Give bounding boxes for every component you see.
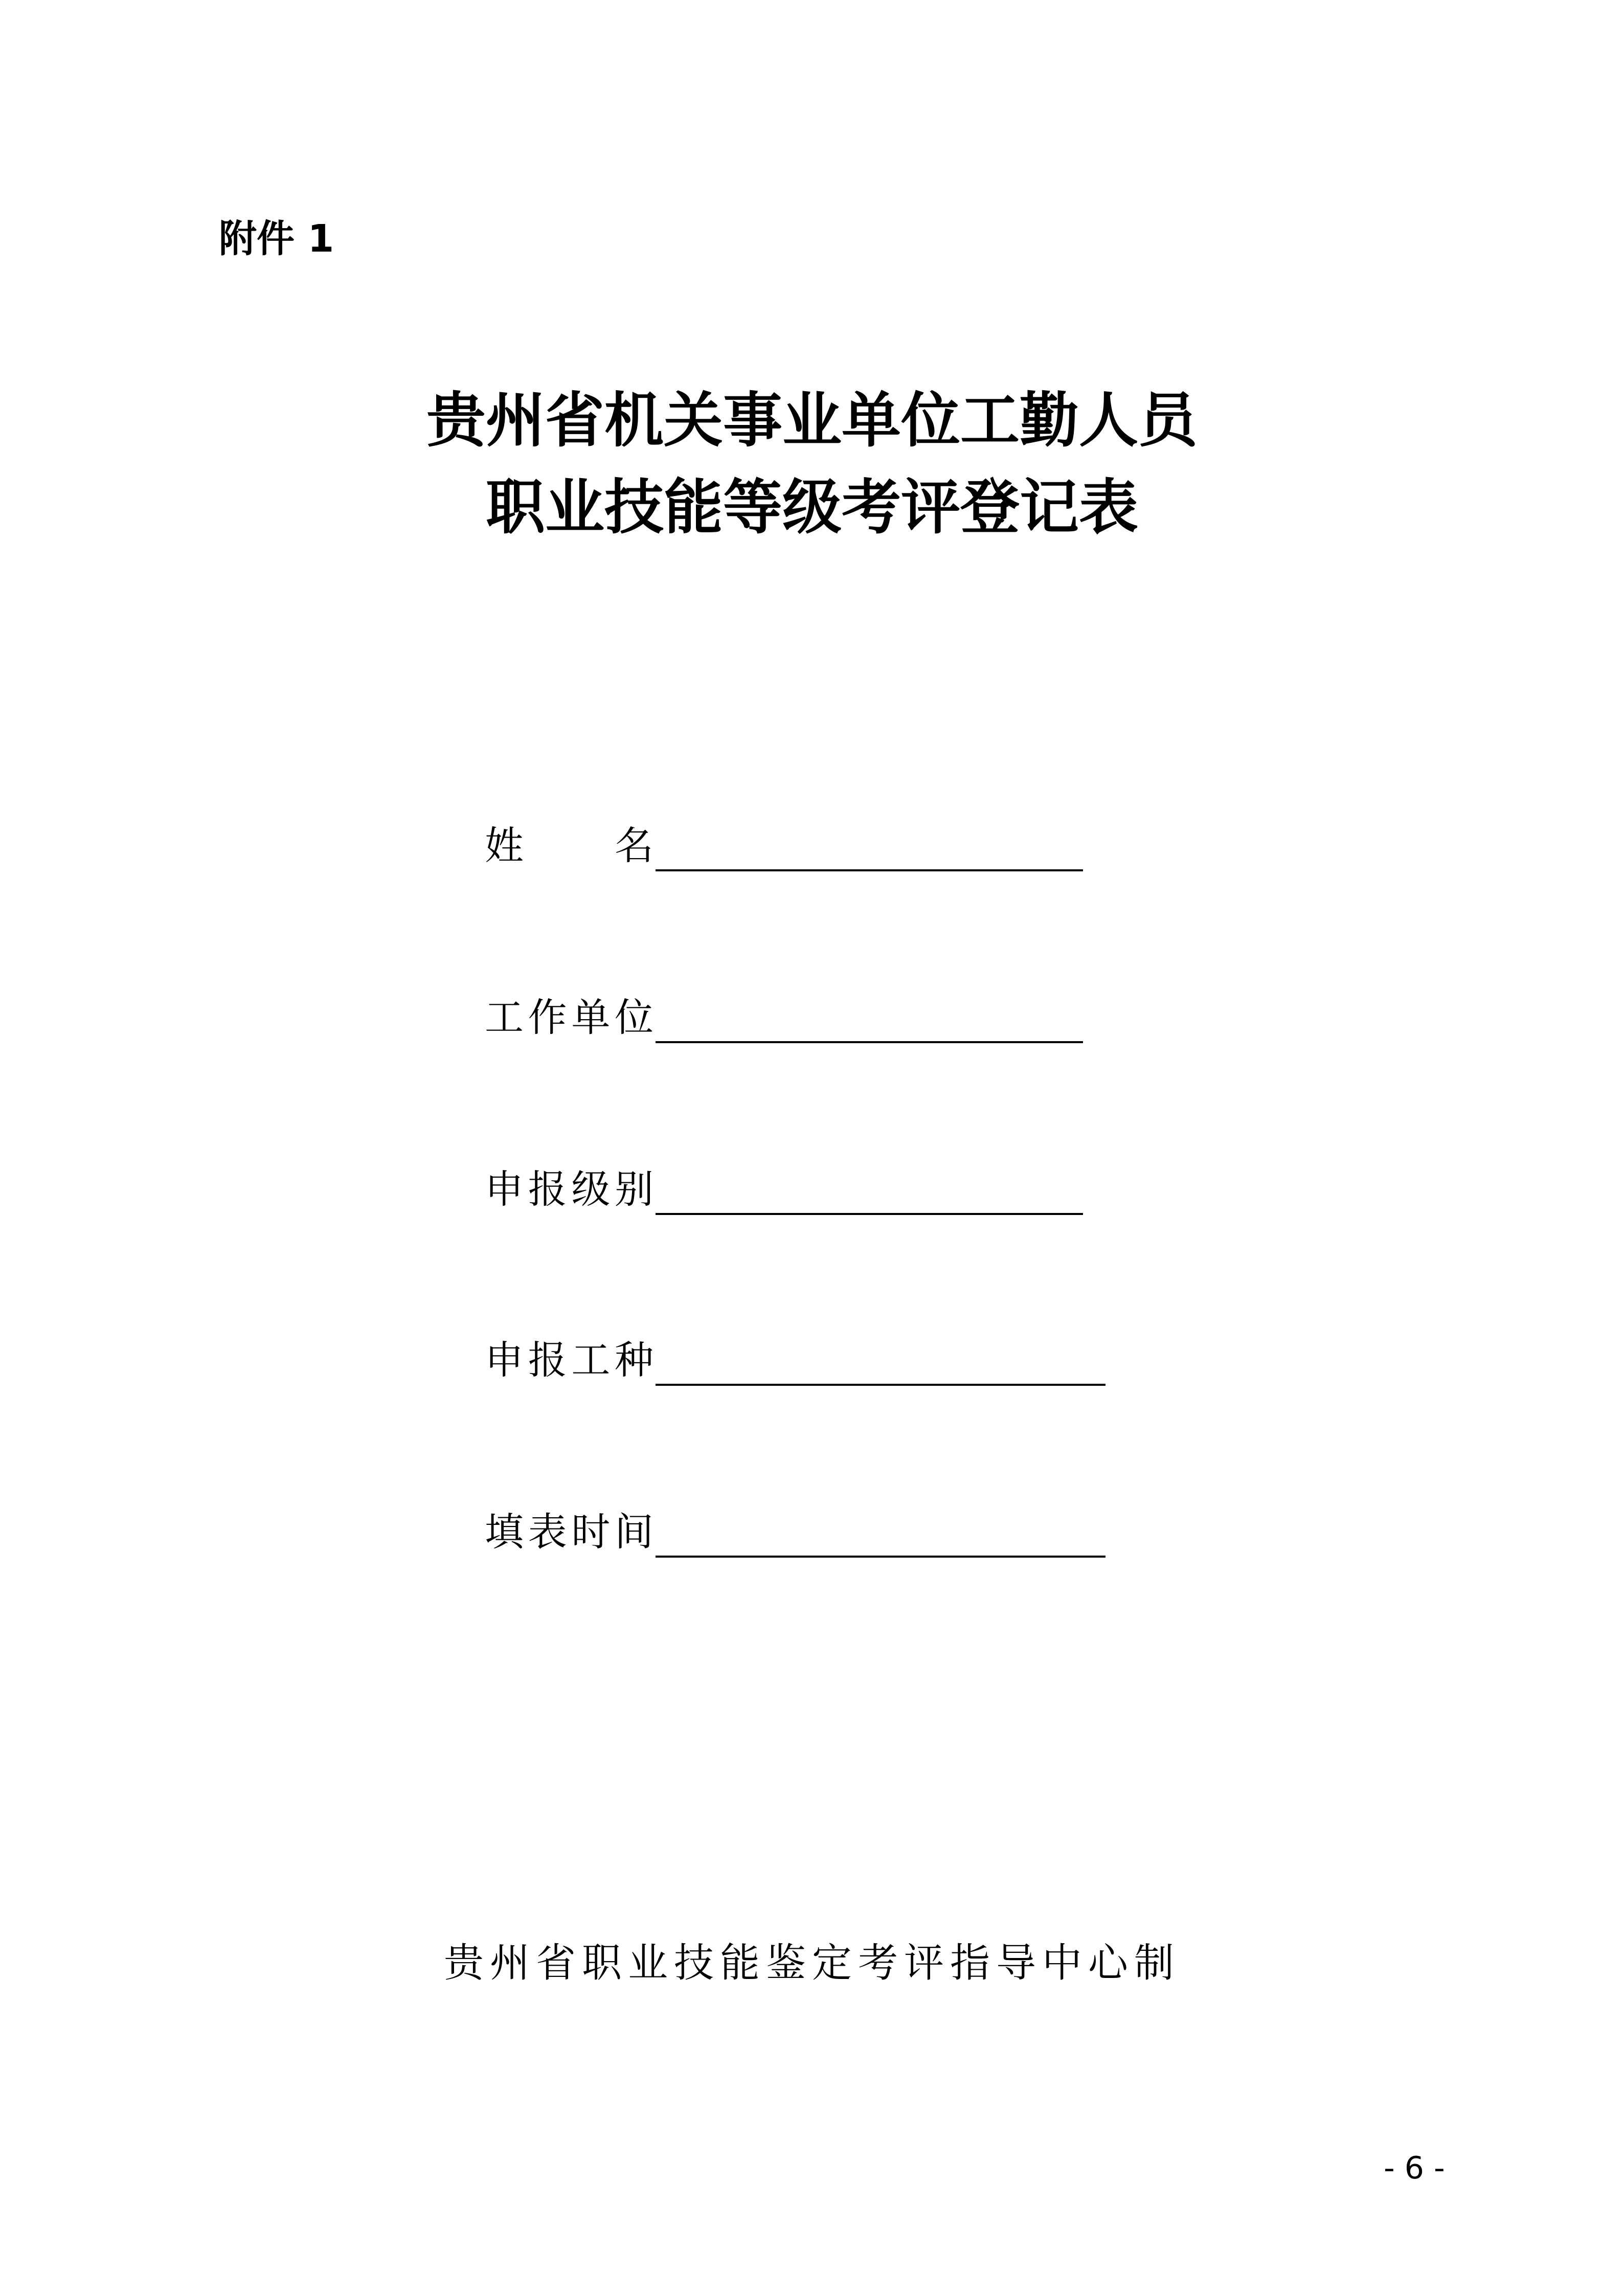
work-unit-label-char: 作	[528, 995, 567, 1040]
name-label-char: 名	[615, 823, 653, 868]
fill-date-label	[485, 1509, 653, 1555]
application-trade-label-char: 报	[528, 1337, 567, 1383]
work-unit-label	[485, 995, 653, 1040]
fill-date-field[interactable]	[656, 1556, 1106, 1558]
application-level-label-char: 级	[571, 1166, 611, 1212]
application-trade-label-char: 工	[571, 1337, 611, 1383]
work-unit-label-char: 工	[485, 995, 524, 1040]
application-level-label-char: 报	[528, 1166, 567, 1212]
document-title-line-2: 职业技能等级考评登记表	[486, 473, 1138, 542]
fill-date-label-char: 时	[571, 1509, 611, 1555]
application-trade-field[interactable]	[656, 1384, 1106, 1386]
name-label-char: 姓	[485, 823, 524, 868]
fill-date-label-char: 表	[528, 1509, 567, 1555]
application-trade-label-char: 申	[485, 1337, 524, 1383]
name-field[interactable]	[656, 869, 1083, 871]
page-number: - 6 -	[1384, 2150, 1445, 2186]
fill-date-label-char: 间	[614, 1509, 653, 1555]
application-trade-label	[485, 1337, 653, 1383]
document-title-line-1: 贵州省机关事业单位工勤人员	[426, 386, 1198, 455]
application-level-label-char: 别	[614, 1166, 653, 1212]
application-trade-label-char: 种	[614, 1337, 653, 1383]
name-label	[485, 823, 653, 868]
work-unit-field[interactable]	[656, 1041, 1083, 1043]
work-unit-label-char: 位	[614, 995, 653, 1040]
fill-date-label-char: 填	[485, 1509, 524, 1555]
work-unit-label-char: 单	[571, 995, 611, 1040]
application-level-field[interactable]	[656, 1213, 1083, 1215]
application-level-label-char: 申	[485, 1166, 524, 1212]
issuer-footer: 贵州省职业技能鉴定考评指导中心制	[443, 1940, 1180, 1986]
attachment-label: 附件 1	[219, 217, 334, 261]
application-level-label	[485, 1166, 653, 1212]
